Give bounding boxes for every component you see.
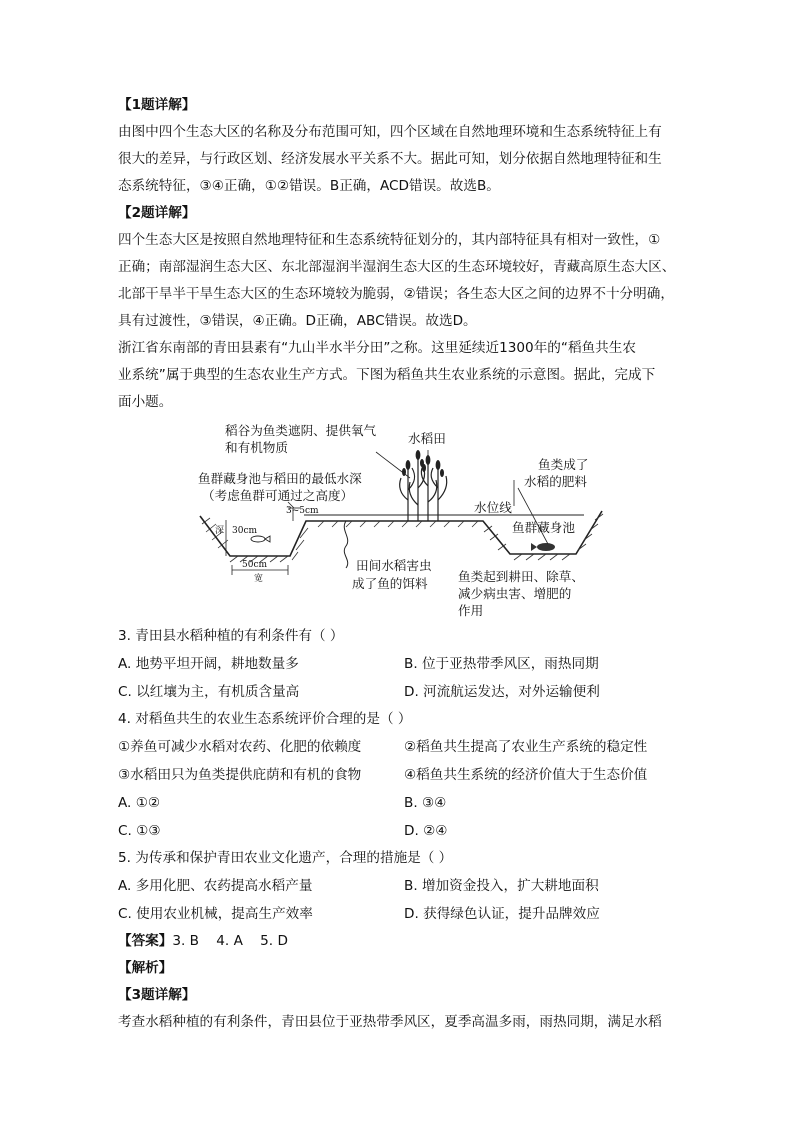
q2-detail-line-1: 四个生态大区是按照自然地理特征和生态系统特征划分的，其内部特征具有相对一致性，① bbox=[118, 232, 661, 248]
q3-option-a: A. 地势平坦开阔，耕地数量多 bbox=[118, 656, 299, 672]
q2-detail-line-2: 正确；南部湿润生态大区、东北部湿润半湿润生态大区的生态环境较好，青藏高原生态大区、 bbox=[118, 259, 676, 275]
label-wide: 宽 bbox=[254, 574, 264, 584]
analysis-header: 【解析】 bbox=[118, 960, 173, 976]
label-fish-role-3: 作用 bbox=[458, 603, 484, 618]
intro-line-2: 业系统”属于典型的生态农业生产方式。下图为稻鱼共生农业系统的示意图。据此，完成下 bbox=[118, 367, 656, 383]
question-3-options-row-1 bbox=[118, 650, 678, 678]
label-pond-depth-1: 鱼群藏身池与稻田的最低水深 bbox=[198, 471, 362, 486]
label-fertilizer-1: 鱼类成了 bbox=[538, 457, 589, 472]
answer-label: 【答案】 bbox=[118, 933, 173, 949]
label-pest-1: 田间水稻害虫 bbox=[356, 558, 432, 573]
q4-statement-1: ①养鱼可减少水稻对农药、化肥的依赖度 bbox=[118, 739, 362, 755]
fish-left-tail bbox=[265, 536, 270, 542]
question-4-options-row-2 bbox=[118, 817, 678, 845]
label-fertilizer-2: 水稻的肥料 bbox=[524, 474, 587, 489]
q5-option-b: B. 增加资金投入，扩大耕地面积 bbox=[404, 878, 599, 894]
question-4-options-row-1 bbox=[118, 789, 678, 817]
question-4-statements-row-2 bbox=[118, 761, 678, 789]
fish-right bbox=[537, 543, 555, 551]
q1-detail-line-3: 态系统特征，③④正确，①②错误。B正确，ACD错误。故选B。 bbox=[118, 178, 500, 194]
q1-detail-header: 【1题详解】 bbox=[118, 97, 196, 113]
label-fish-pool: 鱼群藏身池 bbox=[512, 520, 575, 535]
q1-detail-line-2: 很大的差异，与行政区划、经济发展水平关系不大。据此可知，划分依据自然地理特征和生 bbox=[118, 151, 662, 167]
label-fish-role-1: 鱼类起到耕田、除草、 bbox=[458, 569, 584, 584]
q1-detail-line-1: 由图中四个生态大区的名称及分布范围可知，四个区域在自然地理环境和生态系统特征上有 bbox=[118, 124, 662, 140]
q5-option-c: C. 使用农业机械，提高生产效率 bbox=[118, 906, 313, 922]
question-5: 5. 为传承和保护青田农业文化遗产，合理的措施是（ ） bbox=[118, 850, 453, 866]
q4-option-b: B. ③④ bbox=[404, 795, 447, 811]
label-fish-role-2: 减少病虫害、增肥的 bbox=[458, 586, 572, 601]
label-pond-depth-2: （考虑鱼群可通过之高度） bbox=[202, 488, 354, 503]
question-5-options-row-2 bbox=[118, 900, 678, 928]
fish-right-tail bbox=[531, 543, 537, 551]
q2-detail-line-4: 具有过渡性，③错误，④正确。D正确，ABC错误。故选D。 bbox=[118, 313, 477, 329]
label-50cm: 50cm bbox=[242, 560, 268, 570]
q3-option-d: D. 河流航运发达，对外运输便利 bbox=[404, 684, 600, 700]
q4-option-c: C. ①③ bbox=[118, 823, 161, 839]
q2-detail-line-3: 北部干旱半干旱生态大区的生态环境较为脆弱，②错误；各生态大区之间的边界不十分明确， bbox=[118, 286, 674, 302]
question-4-statements-row-1 bbox=[118, 733, 678, 761]
q5-option-d: D. 获得绿色认证，提升品牌效应 bbox=[404, 906, 600, 922]
label-30cm: 30cm bbox=[232, 526, 258, 536]
q4-statement-2: ②稻鱼共生提高了农业生产系统的稳定性 bbox=[404, 739, 648, 755]
q2-detail-header: 【2题详解】 bbox=[118, 205, 196, 221]
q3-detail-header: 【3题详解】 bbox=[118, 987, 196, 1003]
label-water-level: 水位线 bbox=[474, 500, 512, 515]
question-3: 3. 青田县水稻种植的有利条件有（ ） bbox=[118, 628, 344, 644]
q4-option-a: A. ①② bbox=[118, 795, 161, 811]
question-4: 4. 对稻鱼共生的农业生态系统评价合理的是（ ） bbox=[118, 711, 412, 727]
label-shade-1: 稻谷为鱼类遮阴、提供氧气 bbox=[225, 423, 377, 438]
answer-line bbox=[118, 928, 678, 955]
intro-line-1: 浙江省东南部的青田县素有“九山半水半分田”之称。这里延续近1300年的“稻鱼共生农 bbox=[118, 340, 636, 356]
q4-option-d: D. ②④ bbox=[404, 823, 448, 839]
q3-detail-line-1: 考查水稻种植的有利条件，青田县位于亚热带季风区，夏季高温多雨，雨热同期，满足水稻 bbox=[118, 1014, 662, 1030]
pest-wavy-line bbox=[344, 521, 347, 568]
label-pest-2: 成了鱼的饵料 bbox=[352, 576, 428, 591]
question-3-options-row-2 bbox=[118, 678, 678, 706]
label-shade-2: 和有机物质 bbox=[225, 440, 288, 455]
q3-option-c: C. 以红壤为主，有机质含量高 bbox=[118, 684, 300, 700]
document-page bbox=[118, 92, 678, 1036]
q4-statement-3: ③水稻田只为鱼类提供庇荫和有机的食物 bbox=[118, 767, 362, 783]
rice-fish-diagram bbox=[118, 420, 678, 617]
q4-statement-4: ④稻鱼共生系统的经济价值大于生态价值 bbox=[404, 767, 648, 783]
q3-option-b: B. 位于亚热带季风区，雨热同期 bbox=[404, 656, 599, 672]
label-paddy: 水稻田 bbox=[408, 431, 446, 446]
label-3-5cm: 3~5cm bbox=[286, 506, 319, 516]
label-deep: 深 bbox=[215, 526, 225, 536]
question-5-options-row-1 bbox=[118, 872, 678, 900]
q5-option-a: A. 多用化肥、农药提高水稻产量 bbox=[118, 878, 313, 894]
intro-line-3: 面小题。 bbox=[118, 394, 173, 410]
answer-text: 3. B 4. A 5. D bbox=[172, 933, 288, 949]
